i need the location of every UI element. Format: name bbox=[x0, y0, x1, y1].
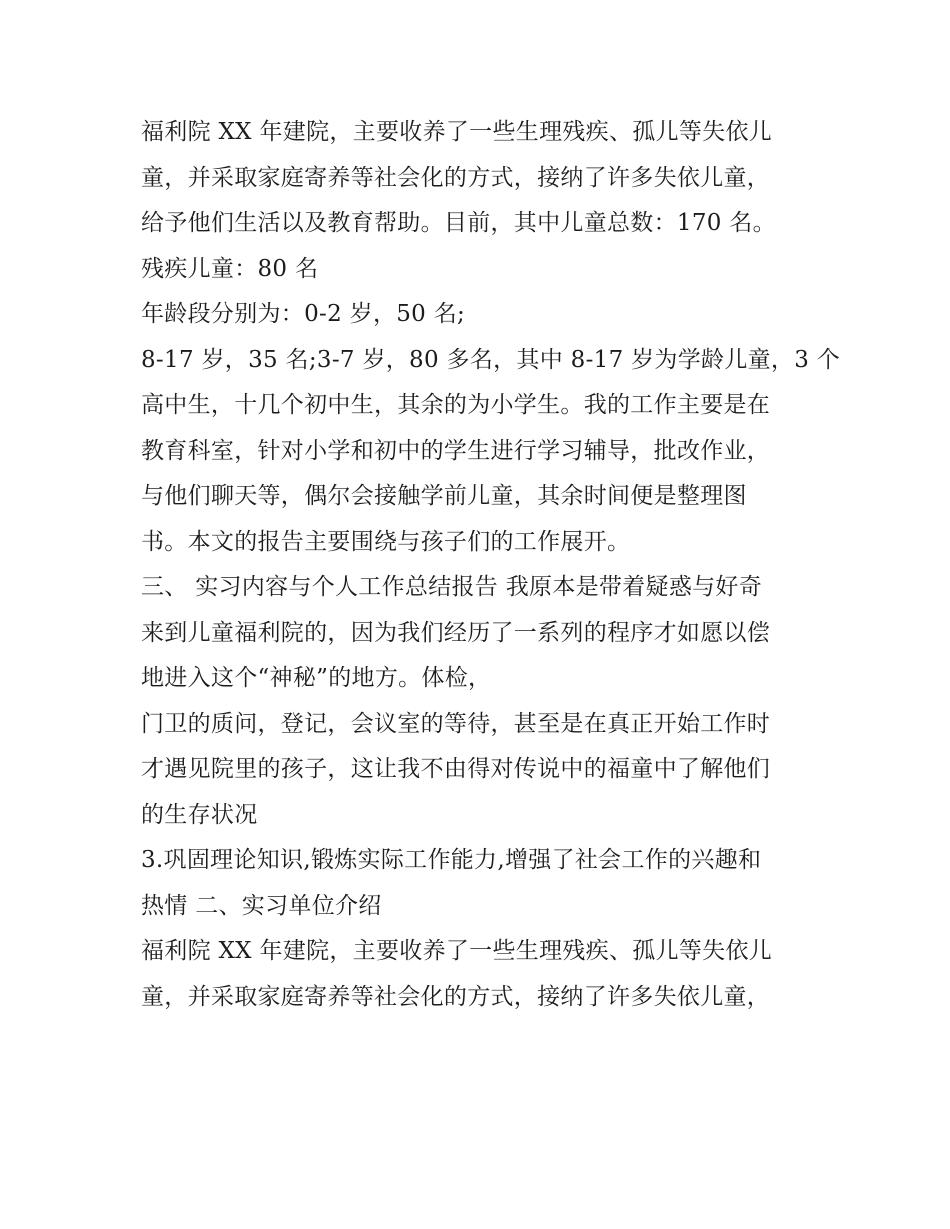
document-body bbox=[141, 110, 841, 1020]
text-line: 教育科室，针对小学和初中的学生进行学习辅导，批改作业， bbox=[141, 437, 771, 464]
section-heading-line: 三、 实习内容与个人工作总结报告 我原本是带着疑惑与好奇 bbox=[141, 574, 763, 600]
text-line: 书。本文的报告主要围绕与孩子们的工作展开。 bbox=[141, 528, 631, 555]
text-line: 给予他们生活以及教育帮助。目前，其中儿童总数：170 名。 bbox=[141, 210, 776, 236]
text-line: 福利院 XX 年建院，主要收养了一些生理残疾、孤儿等失依儿 bbox=[141, 119, 773, 145]
text-line: 福利院 XX 年建院，主要收养了一些生理残疾、孤儿等失依儿 bbox=[141, 938, 773, 964]
text-line: 童，并采取家庭寄养等社会化的方式，接纳了许多失依儿童， bbox=[141, 164, 771, 191]
text-line: 高中生，十几个初中生，其余的为小学生。我的工作主要是在 bbox=[141, 392, 771, 418]
text-line: 的生存状况 bbox=[141, 801, 258, 828]
text-line: 8-17 岁，35 名;3-7 岁，80 多名，其中 8-17 岁为学龄儿童，3 个 bbox=[141, 346, 841, 373]
text-line: 来到儿童福利院的，因为我们经历了一系列的程序才如愿以偿 bbox=[141, 619, 771, 646]
section-heading-line: 热情 二、实习单位介绍 bbox=[141, 892, 382, 919]
text-line: 残疾儿童：80 名 bbox=[141, 255, 319, 282]
text-line: 才遇见院里的孩子，这让我不由得对传说中的福童中了解他们 bbox=[141, 756, 771, 782]
text-line: 3.巩固理论知识,锻炼实际工作能力,增强了社会工作的兴趣和 bbox=[141, 847, 762, 873]
text-line: 门卫的质问，登记，会议室的等待，甚至是在真正开始工作时 bbox=[141, 710, 771, 737]
text-line: 地进入这个“神秘”的地方。体检， bbox=[141, 665, 492, 691]
text-line: 年龄段分别为：0-2 岁，50 名; bbox=[141, 301, 466, 327]
text-line: 童，并采取家庭寄养等社会化的方式，接纳了许多失依儿童， bbox=[141, 983, 771, 1010]
text-line: 与他们聊天等，偶尔会接触学前儿童，其余时间便是整理图 bbox=[141, 483, 747, 509]
